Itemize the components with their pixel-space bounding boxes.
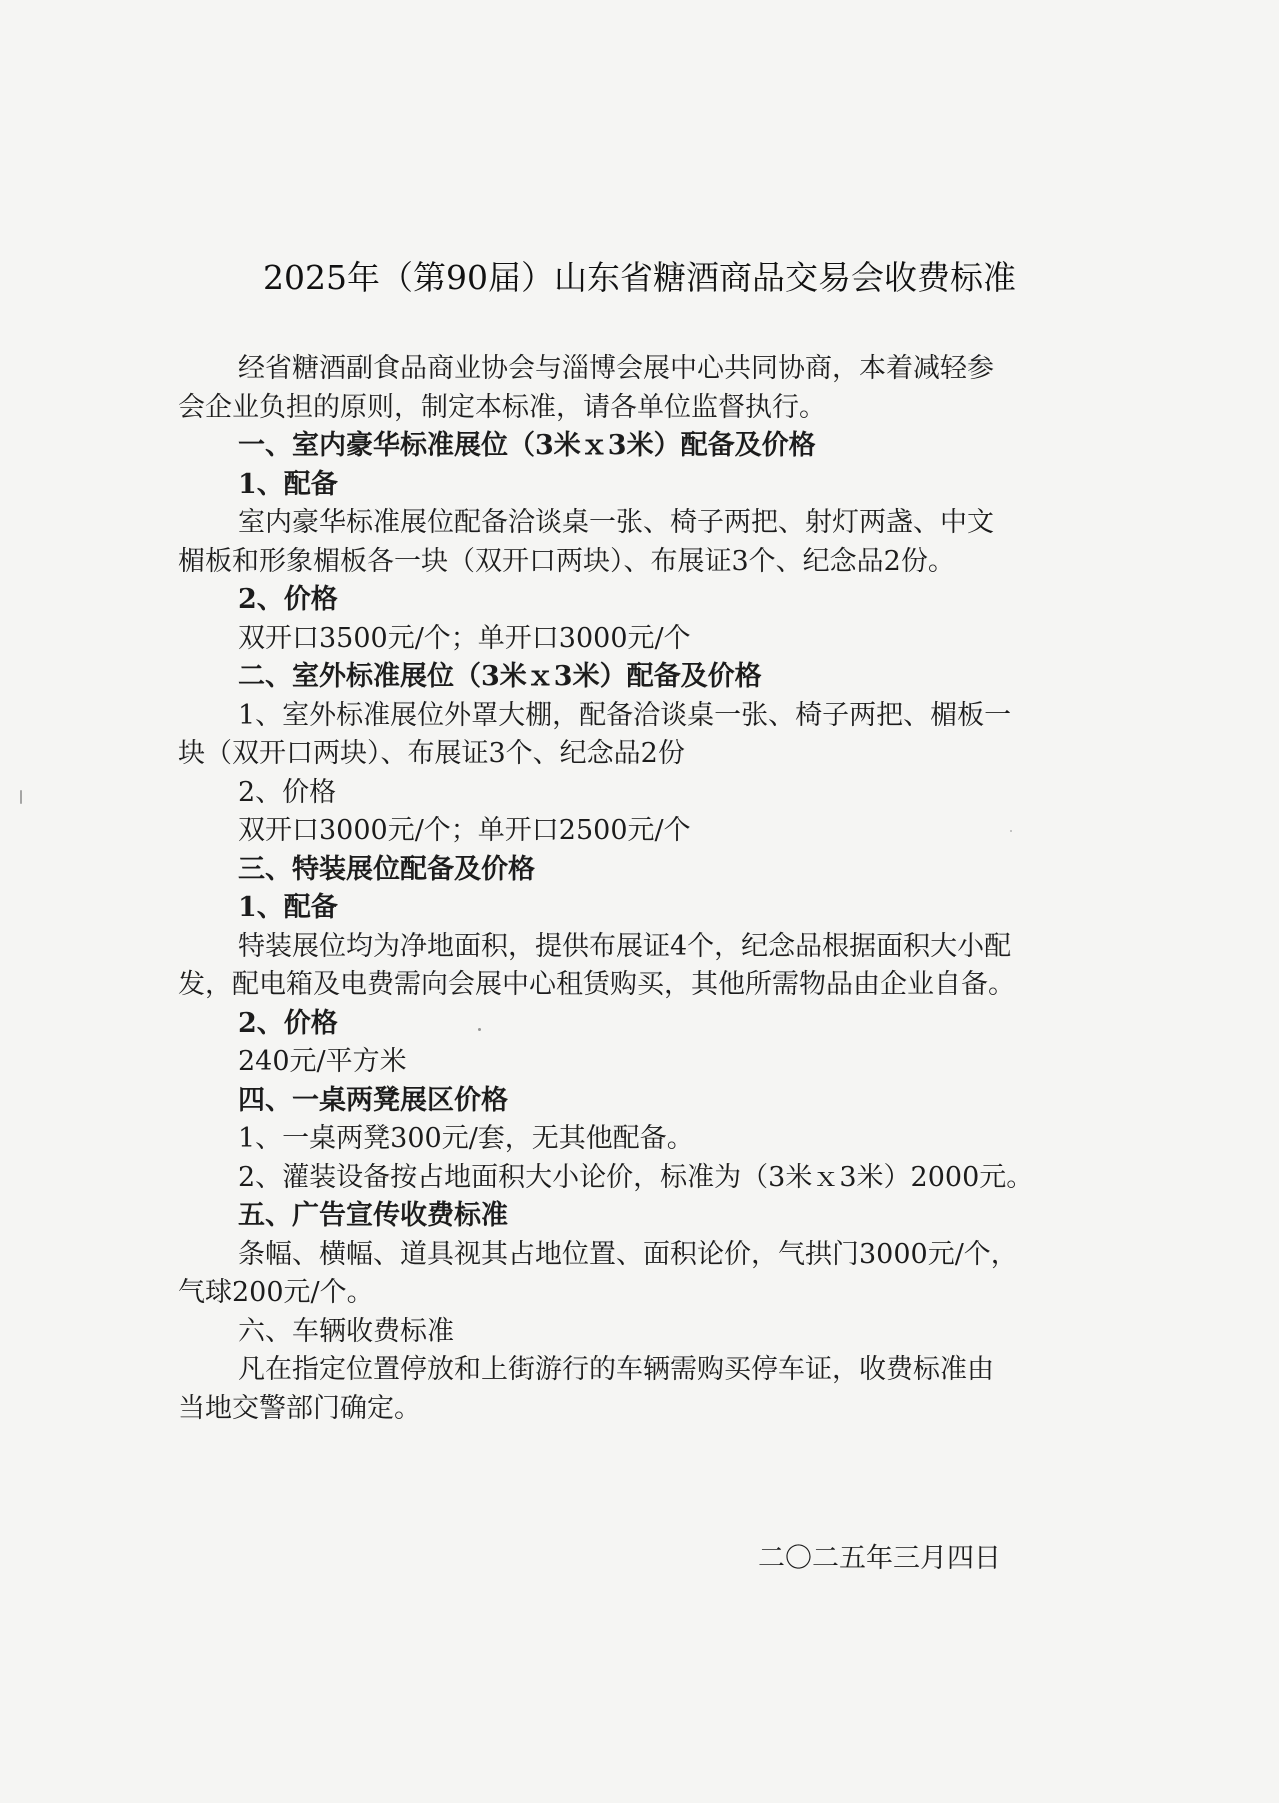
paragraph-line: 发，配电箱及电费需向会展中心租赁购买，其他所需物品由企业自备。	[178, 969, 1015, 1000]
section-heading: 五、广告宣传收费标准	[238, 1200, 508, 1231]
paragraph-line: 特装展位均为净地面积，提供布展证4个，纪念品根据面积大小配	[238, 930, 1012, 962]
paragraph-line: 1、室外标准展位外罩大棚，配备洽谈桌一张、椅子两把、楣板一	[238, 699, 1012, 731]
paragraph-line: 当地交警部门确定。	[178, 1392, 421, 1424]
paragraph-line: 室内豪华标准展位配备洽谈桌一张、椅子两把、射灯两盏、中文	[238, 507, 994, 538]
section-heading: 一、室内豪华标准展位（3米ｘ3米）配备及价格	[238, 430, 816, 461]
subsection-heading: 1、配备	[238, 892, 338, 923]
paragraph-line: 楣板和形象楣板各一块（双开口两块）、布展证3个、纪念品2份。	[178, 545, 955, 577]
scan-speck	[20, 790, 22, 804]
paragraph-line: 条幅、横幅、道具视其占地位置、面积论价，气拱门3000元/个，	[238, 1238, 1018, 1270]
subsection-heading: 2、价格	[238, 1007, 338, 1039]
document-date: 二〇二五年三月四日	[758, 1543, 1001, 1574]
section-heading: 四、一桌两凳展区价格	[238, 1084, 508, 1116]
paragraph-line: 会企业负担的原则，制定本标准，请各单位监督执行。	[178, 391, 826, 423]
section-heading: 二、室外标准展位（3米ｘ3米）配备及价格	[238, 661, 762, 692]
paragraph-line: 240元/平方米	[238, 1046, 407, 1077]
section-heading: 六、车辆收费标准	[238, 1315, 454, 1347]
paragraph-line: 经省糖酒副食品商业协会与淄博会展中心共同协商，本着减轻参	[238, 353, 994, 384]
paragraph-line: 双开口3500元/个；单开口3000元/个	[238, 622, 691, 654]
paragraph-line: 双开口3000元/个；单开口2500元/个	[238, 815, 691, 846]
document-body	[178, 350, 1138, 1428]
scan-speck	[478, 1028, 481, 1031]
paragraph-line: 2、灌装设备按占地面积大小论价，标准为（3米ｘ3米）2000元。	[238, 1161, 1034, 1193]
paragraph-line: 气球200元/个。	[178, 1277, 374, 1308]
section-heading: 三、特装展位配备及价格	[238, 853, 535, 885]
paragraph-line: 凡在指定位置停放和上街游行的车辆需购买停车证，收费标准由	[238, 1354, 994, 1385]
scan-speck	[1010, 830, 1012, 832]
document-title: 2025年（第90届）山东省糖酒商品交易会收费标准	[263, 258, 1016, 297]
subsection-heading: 2、价格	[238, 584, 338, 615]
subsection-heading: 2、价格	[238, 776, 337, 808]
paragraph-line: 1、一桌两凳300元/套，无其他配备。	[238, 1123, 694, 1154]
paragraph-line: 块（双开口两块）、布展证3个、纪念品2份	[178, 738, 685, 769]
subsection-heading: 1、配备	[238, 468, 338, 500]
